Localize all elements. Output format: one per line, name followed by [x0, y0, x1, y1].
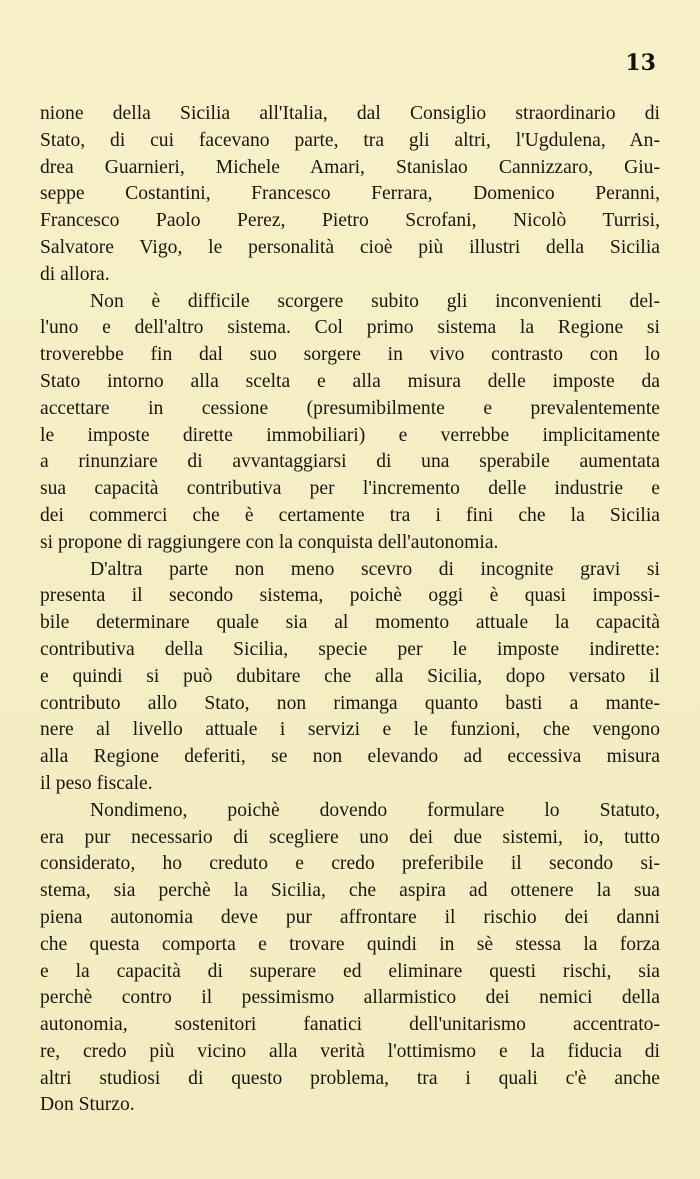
text-line: accettare in cessione (presumibilmente e prevalentemente: [40, 397, 660, 419]
text-line: e la capacità di superare ed eliminare questi rischi, sia: [40, 960, 660, 982]
text-line: contributo allo Stato, non rimanga quanto basti a mante-: [40, 692, 660, 714]
text-line: Stato intorno alla scelta e alla misura delle imposte da: [40, 370, 660, 392]
text-line: contributiva della Sicilia, specie per le imposte indirette:: [40, 638, 660, 660]
text-line: di allora.: [40, 263, 110, 285]
text-line: sua capacità contributiva per l'incremento delle industrie e: [40, 478, 660, 500]
text-line: a rinunziare di avvantaggiarsi di una sperabile aumentata: [40, 451, 660, 473]
text-line: drea Guarnieri, Michele Amari, Stanislao Cannizzaro, Giu-: [40, 156, 660, 178]
text-line: che questa comporta e trovare quindi in sè stessa la forza: [40, 933, 660, 955]
text-line: Don Sturzo.: [40, 1094, 135, 1116]
text-line: autonomia, sostenitori fanatici dell'unitarismo accentrato-: [40, 1014, 660, 1036]
body-text: [40, 101, 660, 1119]
page-number: 13: [625, 50, 656, 76]
text-line: troverebbe fin dal suo sorgere in vivo contrasto con lo: [40, 344, 660, 366]
paragraph: [40, 101, 660, 289]
text-line: seppe Costantini, Francesco Ferrara, Domenico Peranni,: [40, 183, 660, 205]
text-line: il peso fiscale.: [40, 772, 153, 794]
text-line: e quindi si può dubitare che alla Sicilia, dopo versato il: [40, 665, 660, 687]
text-line: re, credo più vicino alla verità l'ottimismo e la fiducia di: [40, 1040, 660, 1062]
text-line: si propone di raggiungere con la conquista dell'autonomia.: [40, 531, 499, 553]
text-line: l'uno e dell'altro sistema. Col primo sistema la Regione si: [40, 317, 660, 339]
text-line: Francesco Paolo Perez, Pietro Scrofani, Nicolò Turrisi,: [40, 210, 660, 232]
paragraph: [40, 798, 660, 1120]
text-line: piena autonomia deve pur affrontare il rischio dei danni: [40, 906, 660, 928]
text-line: alla Regione deferiti, se non elevando ad eccessiva misura: [40, 746, 660, 768]
text-line: perchè contro il pessimismo allarmistico dei nemici della: [40, 987, 660, 1009]
text-line: nione della Sicilia all'Italia, dal Consiglio straordinario di: [40, 103, 660, 124]
text-line: nere al livello attuale i servizi e le funzioni, che vengono: [40, 719, 660, 741]
text-line: D'altra parte non meno scevro di incognite gravi si: [90, 558, 660, 580]
text-line: Stato, di cui facevano parte, tra gli altri, l'Ugdulena, An-: [40, 129, 660, 151]
text-line: le imposte dirette immobiliari) e verrebbe implicitamente: [40, 424, 660, 446]
text-line: Non è difficile scorgere subito gli inconvenienti del-: [90, 290, 660, 312]
paragraph: [40, 289, 660, 557]
text-line: considerato, ho creduto e credo preferibile il secondo si-: [40, 853, 660, 875]
text-line: era pur necessario di scegliere uno dei due sistemi, io, tutto: [40, 826, 660, 848]
text-line: Nondimeno, poichè dovendo formulare lo Statuto,: [90, 799, 660, 821]
text-line: stema, sia perchè la Sicilia, che aspira ad ottenere la sua: [40, 880, 660, 902]
text-line: Salvatore Vigo, le personalità cioè più illustri della Sicilia: [40, 236, 660, 258]
text-line: altri studiosi di questo problema, tra i quali c'è anche: [40, 1067, 660, 1089]
paragraph: [40, 557, 660, 798]
text-line: bile determinare quale sia al momento attuale la capacità: [40, 612, 660, 634]
text-line: dei commerci che è certamente tra i fini che la Sicilia: [40, 504, 660, 526]
text-line: presenta il secondo sistema, poichè oggi è quasi impossi-: [40, 585, 660, 607]
